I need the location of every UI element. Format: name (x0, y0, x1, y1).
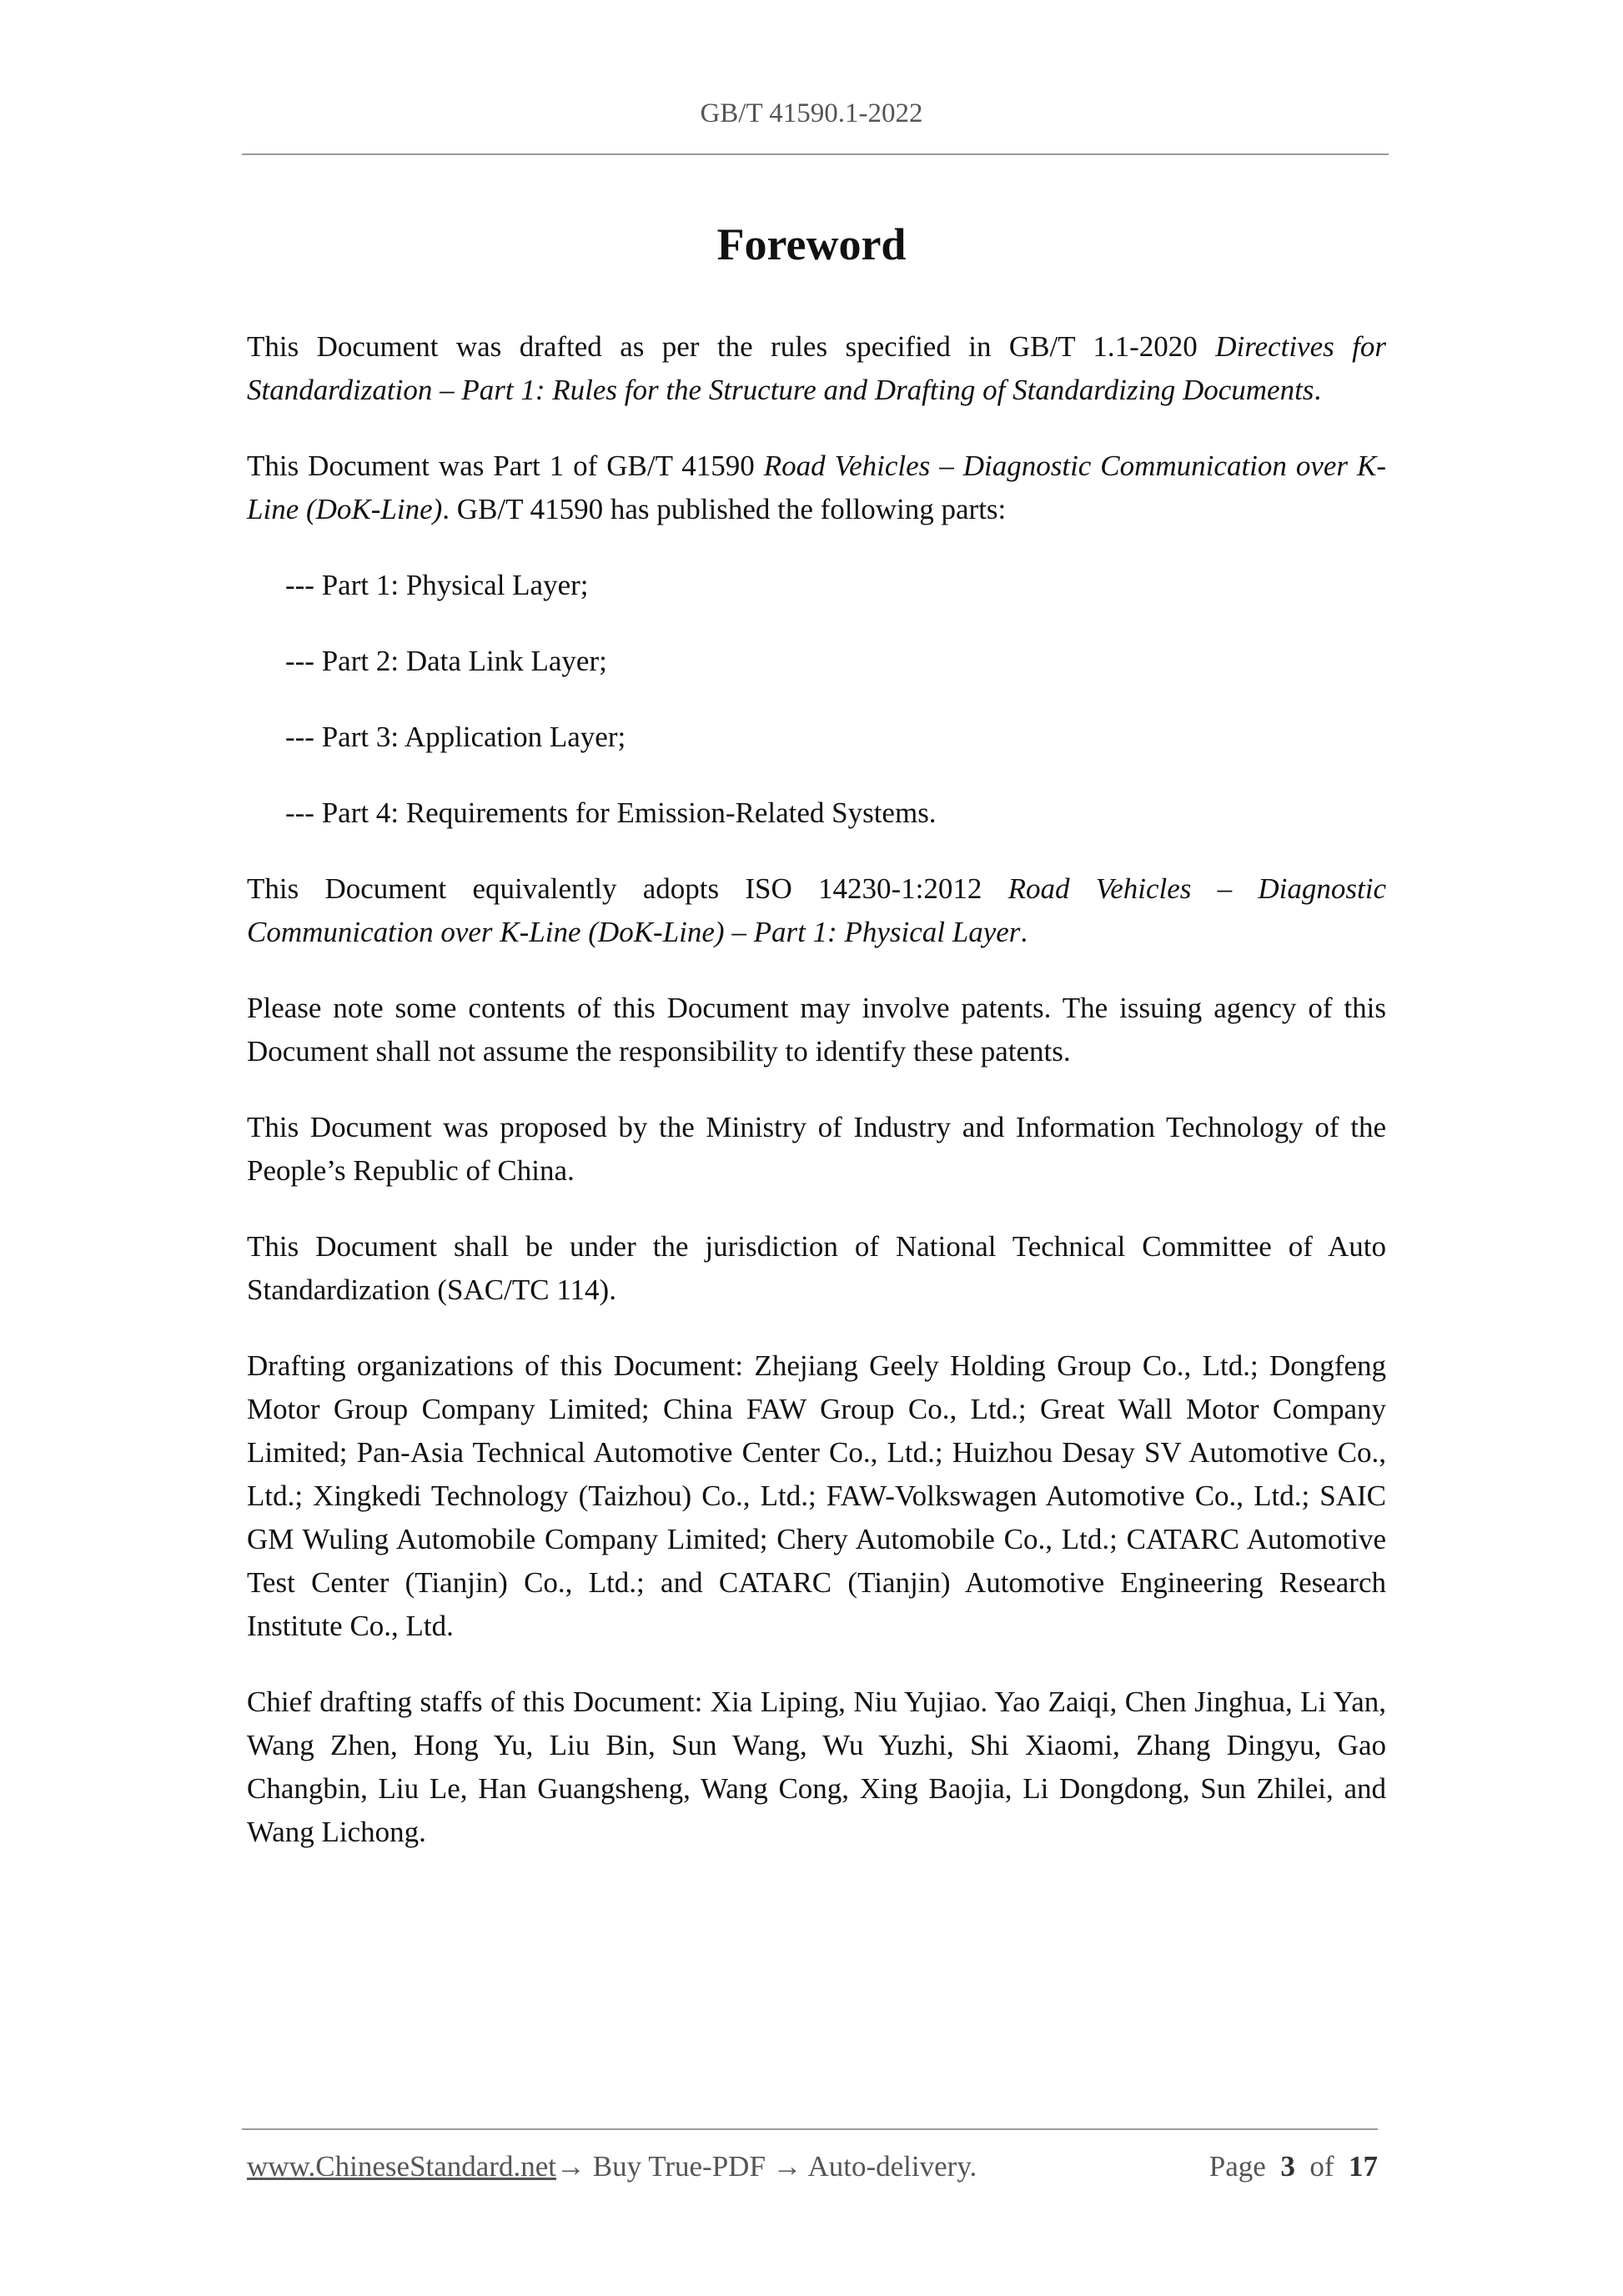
paragraph-text: . (1314, 374, 1322, 406)
arrow-icon: → (772, 2150, 802, 2183)
paragraph-drafting-rules (247, 325, 1386, 412)
page-current: 3 (1280, 2150, 1295, 2183)
page-title: Foreword (716, 219, 907, 269)
document-body (247, 325, 1386, 1887)
paragraph-drafting-staff: Chief drafting staffs of this Document: Xia Liping, Niu Yujiao. Yao Zaiqi, Chen Jinghua, Li Yan, Wang Zhen, Hong Yu, Liu Bin, Sun Wang, Wu Yuzhi, Shi Xiaomi, Zhang Dingyu, Gao Changbin, Liu Le, Han Guangsheng, Wang Cong, Xing Baojia, Li Dongdong, Sun Zhilei, and Wang Lichong. (247, 1686, 1386, 1848)
footer-buy-text: Buy True-PDF (585, 2150, 773, 2183)
paragraph-text: This Document was Part 1 of GB/T 41590 (247, 450, 764, 482)
footer-delivery-text: Auto-delivery. (801, 2150, 977, 2183)
paragraph-patents: Please note some contents of this Document may involve patents. The issuing agency of this Document shall not assume the responsibility to identify these patents. (247, 992, 1386, 1068)
running-header: GB/T 41590.1-2022 (700, 98, 923, 128)
list-item-part-1: --- Part 1: Physical Layer; (285, 569, 589, 601)
paragraph-drafting-organizations: Drafting organizations of this Document: Zhejiang Geely Holding Group Co., Ltd.; Dongfeng Motor Group Company Limited; China FAW Group Co., Ltd.; Great Wall Motor Company Limited; Pan-Asia Technical Automotive Center Co., Ltd.; Huizhou Desay SV Automotive Co., Ltd.; Xingkedi Technology (Taizhou) Co., Ltd.; FAW-Volkswagen Automotive Co., Ltd.; SAIC GM Wuling Automobile Company Limited; Chery Automobile Co., Ltd.; CATARC Automotive Test Center (Tianjin) Co., Ltd.; and CATARC (Tianjin) Automotive Engineering Research Institute Co., Ltd. (247, 1349, 1386, 1642)
page-label: Page (1208, 2150, 1266, 2183)
page-of: of (1309, 2150, 1334, 2183)
paragraph-text: This Document was drafted as per the rules specified in GB/T 1.1-2020 (247, 330, 1216, 363)
website-link[interactable]: www.ChineseStandard.net (247, 2150, 556, 2183)
header-divider (242, 153, 1389, 155)
paragraph-text: This Document equivalently adopts ISO 14230-1:2012 (247, 872, 1008, 905)
list-item-part-2: --- Part 2: Data Link Layer; (285, 645, 607, 677)
page-number (1209, 2150, 1378, 2183)
footer-divider (242, 2128, 1378, 2130)
paragraph-series (247, 445, 1386, 531)
cited-title: Road Vehicles – Diagnostic Communication over K-Line (DoK-Line) – Part 1: Physical Layer (247, 872, 1386, 948)
list-item-part-3: --- Part 3: Application Layer; (285, 721, 626, 753)
footer-promo (247, 2150, 977, 2183)
cited-title: Directives for Standardization – Part 1: Rules for the Structure and Drafting of Standardizing Documents (247, 330, 1386, 406)
paragraph-adoption (247, 867, 1386, 954)
cited-title: Road Vehicles – Diagnostic Communication over K-Line (DoK-Line) (247, 450, 1387, 525)
page-total: 17 (1349, 2150, 1378, 2183)
paragraph-text: . (1020, 916, 1028, 948)
arrow-icon: → (556, 2150, 585, 2183)
paragraph-jurisdiction: This Document shall be under the jurisdiction of National Technical Committee of Auto Standardization (SAC/TC 114). (247, 1230, 1386, 1306)
paragraph-text: . GB/T 41590 has published the following parts: (442, 493, 1007, 525)
page-footer (247, 2150, 1378, 2183)
list-item-part-4: --- Part 4: Requirements for Emission-Related Systems. (285, 796, 937, 829)
paragraph-proposed-by: This Document was proposed by the Ministry of Industry and Information Technology of the People’s Republic of China. (247, 1111, 1386, 1187)
